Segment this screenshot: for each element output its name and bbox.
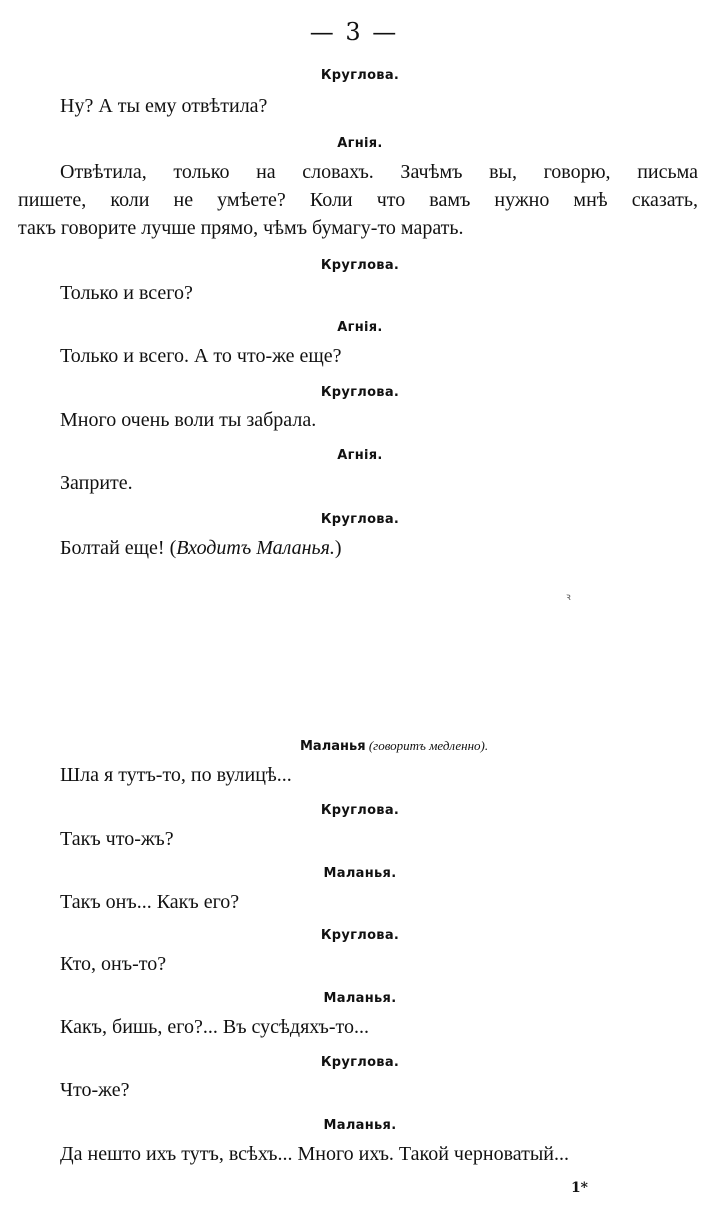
dialogue-line: Кто, онъ-то? xyxy=(60,953,167,975)
dialogue-line: Да нешто ихъ тутъ, всѣхъ... Много ихъ. Такой черноватый... xyxy=(60,1143,569,1165)
speaker-name: Круглова. xyxy=(320,68,400,83)
dialogue-line: Только и всего? xyxy=(60,282,193,304)
page-number: — 3 — xyxy=(309,18,399,46)
dialogue-line: Только и всего. А то что-же еще? xyxy=(60,345,342,367)
speaker-name: Маланья. xyxy=(323,991,397,1006)
speaker-name: Агнія. xyxy=(337,320,383,335)
paragraph-line: Отвѣтила, только на словахъ. Зачѣмъ вы, говорю, письма xyxy=(60,161,698,183)
dialogue-line: Что-же? xyxy=(60,1079,130,1101)
speaker-name: Агнія. xyxy=(337,448,383,463)
dialogue-line: Заприте. xyxy=(60,472,133,494)
dialogue-line xyxy=(60,537,342,560)
stage-direction: (говоритъ медленно). xyxy=(368,738,489,753)
speaker-name: Маланья xyxy=(300,739,366,754)
dialogue-line: Ну? А ты ему отвѣтила? xyxy=(60,95,268,117)
dialogue-line: Много очень воли ты забрала. xyxy=(60,409,317,431)
dialogue-text: Болтай еще! ( xyxy=(60,537,177,559)
dialogue-paragraph xyxy=(18,158,698,242)
speaker-name: Круглова. xyxy=(320,1055,400,1070)
speaker-name: Круглова. xyxy=(320,803,400,818)
closing-parenthesis: ) xyxy=(334,537,342,559)
speaker-with-direction xyxy=(300,738,488,754)
speaker-name: Круглова. xyxy=(320,928,400,943)
paragraph-line: пишете, коли не умѣете? Коли что вамъ нужно мнѣ сказать, xyxy=(18,189,698,211)
printer-signature: 1* xyxy=(570,1180,588,1196)
dialogue-line: Такъ что-жъ? xyxy=(60,828,174,850)
stage-direction: Входитъ Маланья. xyxy=(176,537,335,559)
speaker-name: Маланья. xyxy=(323,866,397,881)
dialogue-line: Шла я тутъ-то, по вулицѣ... xyxy=(60,764,292,786)
speaker-name: Агнія. xyxy=(337,136,383,151)
dialogue-line: Какъ, бишь, его?... Въ сусѣдяхъ-то... xyxy=(60,1016,369,1038)
speaker-name: Круглова. xyxy=(320,385,400,400)
print-mark: ꝛ xyxy=(566,592,571,603)
speaker-name: Круглова. xyxy=(320,258,400,273)
dialogue-line: Такъ онъ... Какъ его? xyxy=(60,891,240,913)
speaker-name: Круглова. xyxy=(320,512,400,527)
speaker-name: Маланья. xyxy=(323,1118,397,1133)
paragraph-line: такъ говорите лучше прямо, чѣмъ бумагу-то марать. xyxy=(18,217,464,239)
